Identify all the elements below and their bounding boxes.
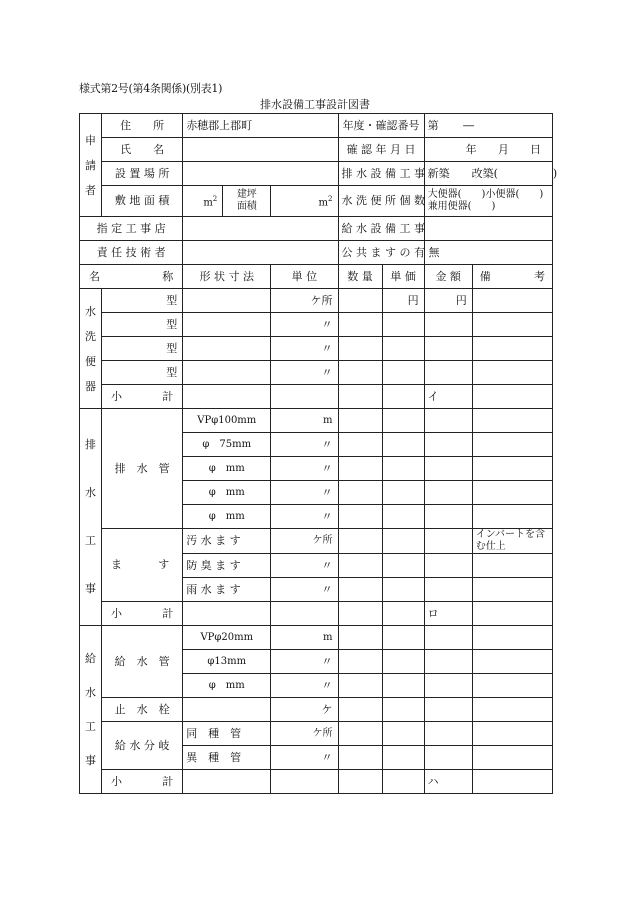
engineer-row [80, 241, 553, 265]
remark-cell[interactable] [472, 313, 552, 337]
shape-cell[interactable] [183, 698, 271, 722]
site-area-field[interactable]: $m^2$ [183, 186, 223, 217]
subtotal-label: 小 計 [102, 385, 183, 409]
col-amount-header: 金 額 [424, 265, 472, 289]
col-price-header: 単 価 [382, 265, 424, 289]
unit-cell [271, 602, 338, 626]
col-remark-header: 備 考 [472, 265, 552, 289]
toilet-section-label: 水 洗 便 器 [80, 289, 102, 409]
pipe-size: VPφ100mm [183, 409, 271, 433]
price-cell[interactable] [382, 457, 424, 481]
amount-cell[interactable] [424, 529, 472, 554]
amount-cell[interactable] [424, 457, 472, 481]
table-row [80, 698, 553, 722]
engineer-label: 責 任 技 術 者 [80, 241, 183, 265]
qty-cell[interactable] [338, 746, 382, 770]
remark-cell[interactable] [472, 602, 552, 626]
price-cell[interactable] [382, 722, 424, 746]
unit-cell: 〃 [271, 457, 338, 481]
price-cell[interactable] [382, 626, 424, 650]
price-cell[interactable] [382, 578, 424, 602]
toilet-type: 型 [102, 289, 183, 313]
price-cell[interactable] [382, 337, 424, 361]
qty-cell [338, 770, 382, 794]
unit-cell: ケ所 [271, 289, 338, 313]
basin-name: 防 臭 ま す [183, 554, 271, 578]
remark-cell[interactable] [472, 626, 552, 650]
drain-pipe-label: 排 水 管 [102, 409, 183, 529]
basin-name: 雨 水 ま す [183, 578, 271, 602]
remark-cell[interactable] [472, 481, 552, 505]
amount-cell[interactable] [424, 313, 472, 337]
branch-label: 給 水 分 岐 [102, 722, 183, 770]
amount-cell[interactable]: 円 [424, 289, 472, 313]
table-row [80, 337, 553, 361]
price-cell [382, 385, 424, 409]
unit-cell: 〃 [271, 313, 338, 337]
name-row [80, 138, 553, 162]
remark-cell[interactable] [472, 650, 552, 674]
supply-pipe-label: 給 水 管 [102, 626, 183, 698]
remark-cell[interactable] [472, 505, 552, 529]
remark-cell[interactable] [472, 385, 552, 409]
remark-cell[interactable] [472, 337, 552, 361]
qty-cell[interactable] [338, 578, 382, 602]
qty-cell[interactable] [338, 674, 382, 698]
amount-cell[interactable] [424, 650, 472, 674]
subtotal-row [80, 385, 553, 409]
subtotal-row [80, 770, 553, 794]
toilet-count-label: 水 洗 便 所 個 数 [338, 186, 424, 217]
unit-cell: 〃 [271, 674, 338, 698]
price-cell[interactable] [382, 505, 424, 529]
unit-cell: 〃 [271, 578, 338, 602]
remark-cell[interactable] [472, 674, 552, 698]
amount-cell[interactable] [424, 433, 472, 457]
qty-cell[interactable] [338, 433, 382, 457]
subtotal-label: 小 計 [102, 770, 183, 794]
qty-cell[interactable] [338, 698, 382, 722]
subtotal-mark[interactable]: ロ [424, 602, 472, 626]
unit-cell: ケ所 [271, 722, 338, 746]
confirm-date-field[interactable]: 年 月 日 [424, 138, 552, 162]
confirm-date-label: 確 認 年 月 日 [338, 138, 424, 162]
qty-cell[interactable] [338, 650, 382, 674]
amount-cell[interactable] [424, 578, 472, 602]
qty-cell[interactable] [338, 481, 382, 505]
shape-cell[interactable] [183, 313, 271, 337]
engineer-field[interactable] [183, 241, 338, 265]
price-cell[interactable] [382, 674, 424, 698]
unit-cell: m [271, 409, 338, 433]
qty-cell[interactable] [338, 457, 382, 481]
location-label: 設 置 場 所 [102, 162, 183, 186]
amount-cell[interactable] [424, 337, 472, 361]
form-number: 様式第2号(第4条関係)(別表1) [79, 82, 223, 95]
unit-cell: 〃 [271, 361, 338, 385]
price-cell[interactable] [382, 746, 424, 770]
table-row [80, 722, 553, 746]
subtotal-mark[interactable]: イ [424, 385, 472, 409]
unit-cell: 〃 [271, 337, 338, 361]
unit-cell: 〃 [271, 433, 338, 457]
qty-cell[interactable] [338, 313, 382, 337]
stop-valve-label: 止 水 栓 [102, 698, 183, 722]
basin-name: 汚 水 ま す [183, 529, 271, 554]
price-cell[interactable] [382, 409, 424, 433]
qty-cell[interactable] [338, 529, 382, 554]
building-area-field[interactable]: $m^2$ [271, 186, 338, 217]
remark-cell[interactable] [472, 289, 552, 313]
area-row [80, 186, 553, 217]
table-row [80, 409, 553, 433]
table-row [80, 626, 553, 650]
price-cell[interactable] [382, 433, 424, 457]
qty-cell[interactable] [338, 361, 382, 385]
unit-cell: 〃 [271, 554, 338, 578]
address-label: 住 所 [102, 114, 183, 138]
amount-cell[interactable] [424, 409, 472, 433]
unit-cell: ケ所 [271, 529, 338, 554]
col-shape-header: 形 状 寸 法 [183, 265, 271, 289]
contractor-label: 指 定 工 事 店 [80, 217, 183, 241]
table-row [80, 361, 553, 385]
remark-cell[interactable] [472, 746, 552, 770]
shape-cell [183, 602, 271, 626]
amount-cell[interactable] [424, 481, 472, 505]
toilet-type: 型 [102, 337, 183, 361]
col-name-header: 名 称 [80, 265, 183, 289]
location-field[interactable] [183, 162, 338, 186]
price-cell[interactable] [382, 529, 424, 554]
public-basin-label: 公 共 ま す の 有 無 [338, 241, 424, 265]
amount-cell[interactable] [424, 674, 472, 698]
site-area-label: 敷 地 面 積 [102, 186, 183, 217]
year-number-label: 年度・確認番号 [338, 114, 424, 138]
price-cell[interactable] [382, 650, 424, 674]
subtotal-mark[interactable]: ハ [424, 770, 472, 794]
qty-cell [338, 385, 382, 409]
drain-work-field[interactable]: 新築 改築( ) [424, 162, 552, 186]
qty-cell[interactable] [338, 722, 382, 746]
shape-cell[interactable] [183, 337, 271, 361]
table-row [80, 313, 553, 337]
address-row [80, 114, 553, 138]
amount-cell[interactable] [424, 554, 472, 578]
qty-cell[interactable] [338, 505, 382, 529]
subtotal-row [80, 602, 553, 626]
pipe-size: φ mm [183, 505, 271, 529]
price-cell [382, 602, 424, 626]
price-cell [382, 770, 424, 794]
qty-cell[interactable] [338, 554, 382, 578]
unit-cell [271, 385, 338, 409]
building-area-label: 建坪 面積 [223, 186, 271, 217]
name-field[interactable] [183, 138, 338, 162]
pipe-size: φ13mm [183, 650, 271, 674]
unit-cell [271, 770, 338, 794]
name-label: 氏 名 [102, 138, 183, 162]
price-cell[interactable]: 円 [382, 289, 424, 313]
remark-cell[interactable]: インバートを含む仕上 [472, 529, 552, 554]
unit-cell: 〃 [271, 481, 338, 505]
water-supply-field[interactable] [424, 217, 552, 241]
pipe-size: VPφ20mm [183, 626, 271, 650]
qty-cell[interactable] [338, 337, 382, 361]
design-form-table [79, 113, 558, 794]
applicant-group-label: 申 請 者 [80, 114, 102, 217]
basin-label: ま す [102, 529, 183, 602]
toilet-count-field[interactable]: 大便器( )小便器( ) 兼用便器( ) [424, 186, 552, 217]
price-cell[interactable] [382, 481, 424, 505]
contractor-field[interactable] [183, 217, 338, 241]
remark-cell[interactable] [472, 722, 552, 746]
amount-cell[interactable] [424, 626, 472, 650]
unit-cell: m [271, 626, 338, 650]
price-cell[interactable] [382, 698, 424, 722]
pipe-size: φ mm [183, 457, 271, 481]
drain-work-label: 排 水 設 備 工 事 [338, 162, 424, 186]
shape-cell [183, 385, 271, 409]
amount-cell[interactable] [424, 505, 472, 529]
pipe-size: φ mm [183, 674, 271, 698]
amount-cell[interactable] [424, 361, 472, 385]
toilet-type: 型 [102, 313, 183, 337]
price-cell[interactable] [382, 313, 424, 337]
pipe-size: φ mm [183, 481, 271, 505]
unit-cell: 〃 [271, 505, 338, 529]
table-row [80, 289, 553, 313]
year-number-field[interactable]: 第 ― [424, 114, 552, 138]
remark-cell[interactable] [472, 433, 552, 457]
public-basin-field[interactable] [424, 241, 552, 265]
qty-cell[interactable] [338, 626, 382, 650]
location-row [80, 162, 553, 186]
remark-cell[interactable] [472, 770, 552, 794]
remark-cell[interactable] [472, 554, 552, 578]
remark-cell[interactable] [472, 409, 552, 433]
subtotal-label: 小 計 [102, 602, 183, 626]
remark-cell[interactable] [472, 457, 552, 481]
qty-cell [338, 602, 382, 626]
supply-section-label: 給 水 工 事 [80, 626, 102, 794]
col-qty-header: 数 量 [338, 265, 382, 289]
price-cell[interactable] [382, 554, 424, 578]
shape-cell[interactable] [183, 289, 271, 313]
shape-cell [183, 770, 271, 794]
remark-cell[interactable] [472, 698, 552, 722]
water-supply-label: 給 水 設 備 工 事 [338, 217, 424, 241]
contractor-row [80, 217, 553, 241]
document-title: 排水設備工事設計図書 [260, 98, 370, 111]
qty-cell[interactable] [338, 289, 382, 313]
unit-cell: 〃 [271, 746, 338, 770]
address-field[interactable]: 赤穂郡上郡町 [183, 114, 338, 138]
table-row [80, 529, 553, 554]
col-unit-header: 単 位 [271, 265, 338, 289]
unit-cell: 〃 [271, 650, 338, 674]
unit-cell: ケ [271, 698, 338, 722]
qty-cell[interactable] [338, 409, 382, 433]
toilet-type: 型 [102, 361, 183, 385]
drain-section-label: 排 水 工 事 [80, 409, 102, 626]
amount-cell[interactable] [424, 746, 472, 770]
price-cell[interactable] [382, 361, 424, 385]
shape-cell[interactable] [183, 361, 271, 385]
pipe-size: φ 75mm [183, 433, 271, 457]
amount-cell[interactable] [424, 698, 472, 722]
branch-name: 異 種 管 [183, 746, 271, 770]
column-header-row [80, 265, 553, 289]
remark-cell[interactable] [472, 578, 552, 602]
remark-cell[interactable] [472, 361, 552, 385]
amount-cell[interactable] [424, 722, 472, 746]
branch-name: 同 種 管 [183, 722, 271, 746]
